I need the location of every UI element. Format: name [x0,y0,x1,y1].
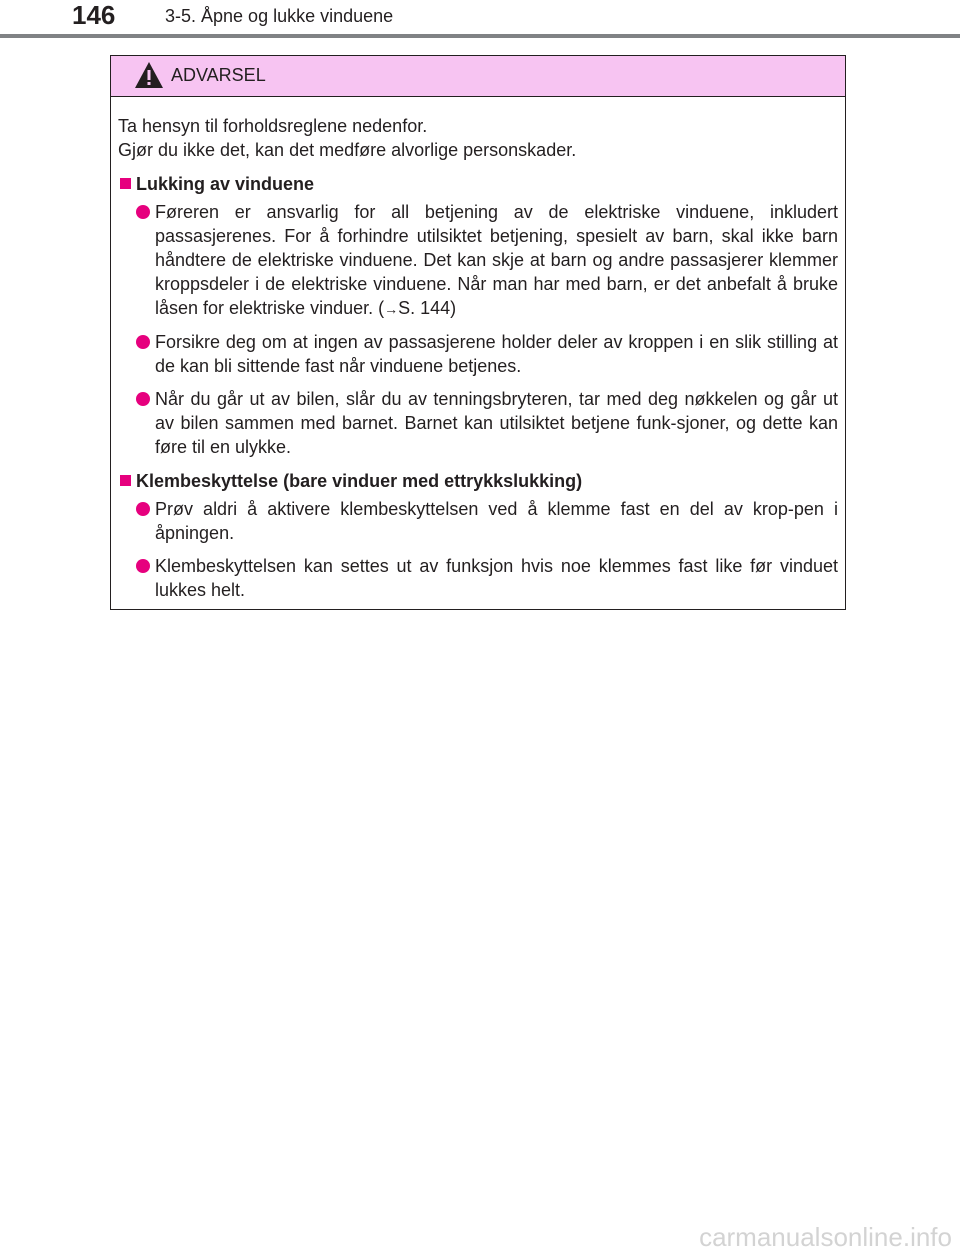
list-item [118,387,838,459]
circle-bullet-icon [136,392,150,406]
circle-bullet-icon [136,335,150,349]
warning-triangle-icon [134,61,164,89]
list-item [118,200,838,321]
section-heading-text: Lukking av vinduene [136,174,315,194]
circle-bullet-icon [136,502,150,516]
page-header [0,0,960,40]
warning-body [111,97,845,602]
list-item [118,330,838,378]
list-item [118,497,838,545]
list-item-text: Klembeskyttelsen kan settes ut av funksjon hvis noe klemmes fast like før vinduet lukkes helt. [155,556,838,600]
square-bullet-icon [120,475,131,486]
page-number: 146 [72,0,116,30]
warning-label: ADVARSEL [171,65,266,85]
list-item [118,554,838,602]
warning-box [110,55,846,610]
section-heading [118,172,838,196]
watermark: carmanualsonline.info [699,1222,952,1252]
list-item-text: Prøv aldri å aktivere klembeskyttelsen ved å klemme fast en del av krop-pen i åpningen. [155,499,838,543]
intro-line: Gjør du ikke det, kan det medføre alvorlige personskader. [118,140,577,160]
warning-header [111,56,845,97]
page-reference: S. 144) [398,298,457,318]
circle-bullet-icon [136,205,150,219]
square-bullet-icon [120,178,131,189]
arrow-right-icon: → [384,301,399,317]
list-item-text: Forsikre deg om at ingen av passasjerene holder deler av kroppen i en slik stilling at de kan bli sittende fast når vinduene betjenes. [155,332,838,376]
warning-intro [118,114,838,162]
circle-bullet-icon [136,559,150,573]
header-divider [0,34,960,38]
list-item-text: Føreren er ansvarlig for all betjening av de elektriske vinduene, inkludert passasjerenes. For å forhindre utilsiktet betjening, spesielt av barn, skal ikke barn håndtere de elektriske vinduene. Det kan skje at barn og andre passasjerer klemmer kroppsdeler i de elektriske vinduene. Når man har med barn, er det anbefalt å bruke låsen for elektriske vinduer. ( [155,202,838,318]
section-heading-text: Klembeskyttelse (bare vinduer med ettrykkslukking) [136,471,583,491]
list-item-text: Når du går ut av bilen, slår du av tenningsbryteren, tar med deg nøkkelen og går ut av bilen sammen med barnet. Barnet kan utilsiktet betjene funk-sjoner, og dette kan føre til en ulykke. [155,389,838,457]
intro-line: Ta hensyn til forholdsreglene nedenfor. [118,116,428,136]
section-heading [118,469,838,493]
section-title: 3-5. Åpne og lukke vinduene [165,6,394,26]
